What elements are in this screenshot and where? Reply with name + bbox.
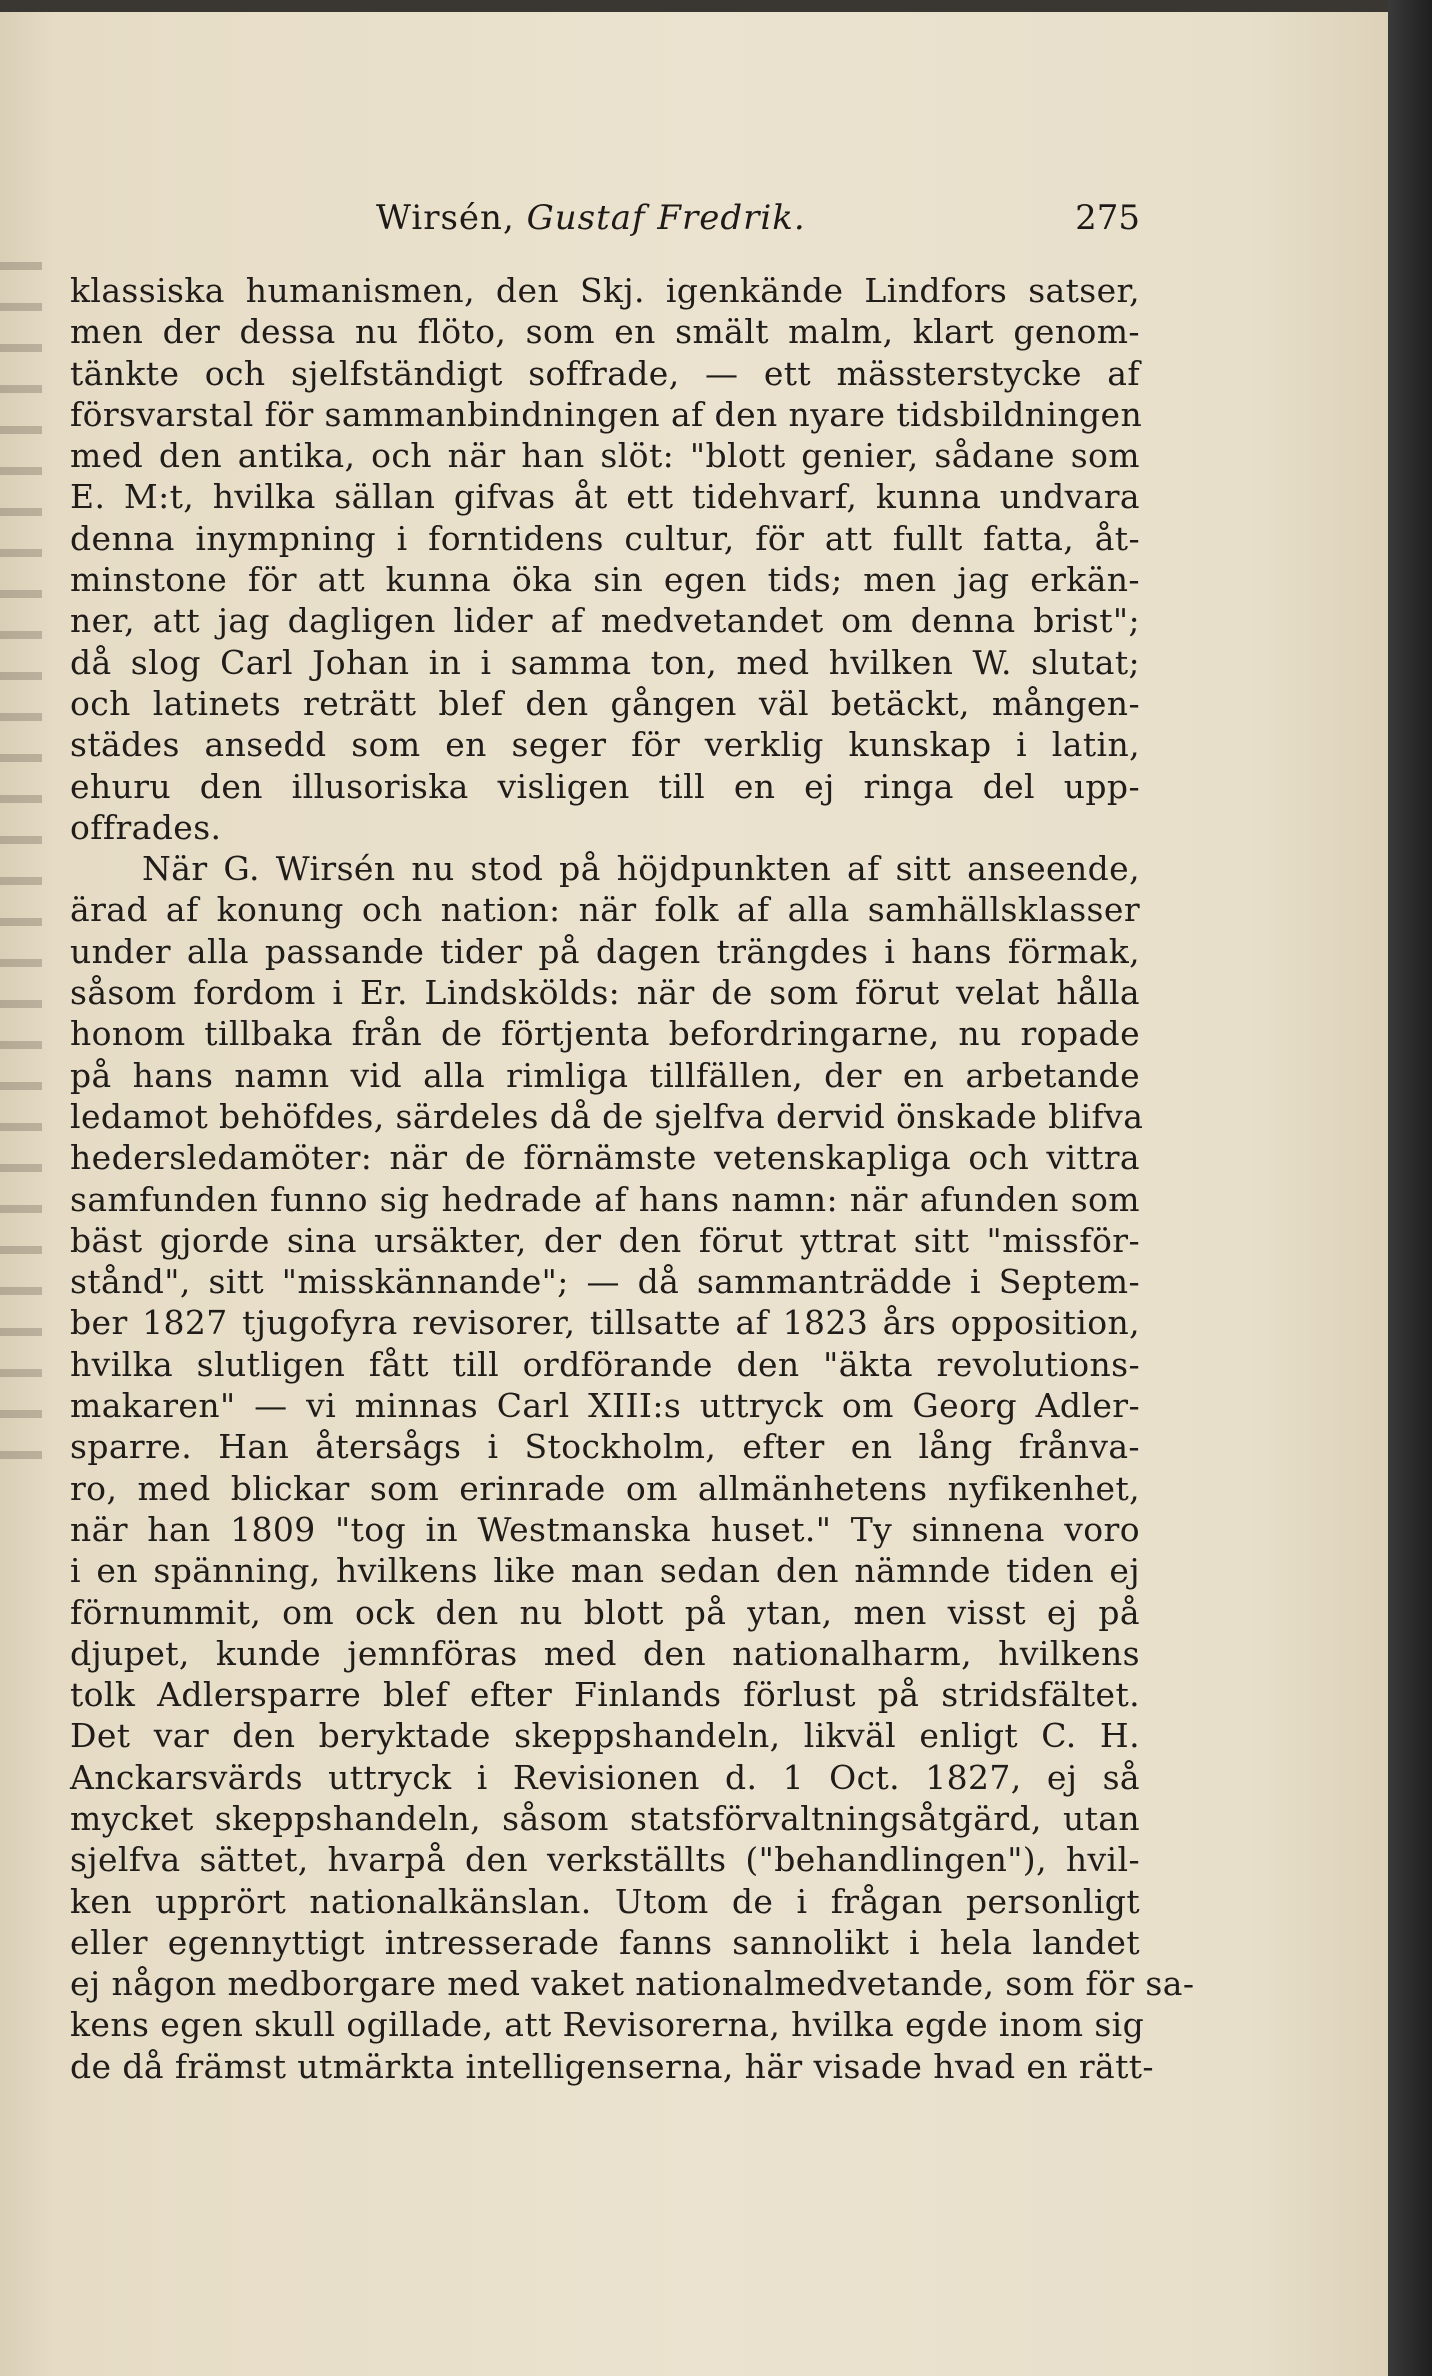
- text-line: städes ansedd som en seger för verklig kunskap i latin,: [70, 725, 1140, 765]
- text-line: offrades.: [70, 807, 222, 847]
- text-line: samfunden funno sig hedrade af hans namn: när afunden som: [70, 1179, 1140, 1219]
- text-line: försvarstal för sammanbindningen af den nyare tidsbildningen: [70, 394, 1143, 434]
- text-line: denna inympning i forntidens cultur, för att fullt fatta, åt-: [70, 518, 1140, 558]
- text-line: ärad af konung och nation: när folk af alla samhällsklasser: [70, 890, 1140, 930]
- text-line: Anckarsvärds uttryck i Revisionen d. 1 Oct. 1827, ej så: [70, 1757, 1140, 1797]
- text-line: men der dessa nu flöto, som en smält malm, klart genom-: [70, 312, 1140, 352]
- paragraph-start-line: När G. Wirsén nu stod på höjdpunkten af sitt anseende,: [142, 849, 1140, 889]
- text-line: kens egen skull ogillade, att Revisorerna, hvilka egde inom sig: [70, 2005, 1145, 2045]
- text-line: Det var den beryktade skeppshandeln, likväl enligt C. H.: [70, 1716, 1140, 1756]
- text-line: ken upprört nationalkänslan. Utom de i frågan personligt: [70, 1881, 1140, 1921]
- bleed-through-margin: [0, 240, 42, 1490]
- text-line: eller egennyttigt intresserade fanns sannolikt i hela landet: [70, 1922, 1140, 1962]
- page-number: 275: [1075, 198, 1140, 238]
- scan-top-edge: [0, 0, 1388, 12]
- header-surname: Wirsén,: [376, 198, 515, 238]
- header-title: [376, 198, 806, 238]
- text-line: de då främst utmärkta intelligenserna, här visade hvad en rätt-: [70, 2046, 1154, 2086]
- text-line: ledamot behöfdes, särdeles då de sjelfva dervid önskade blifva: [70, 1096, 1144, 1136]
- text-line: djupet, kunde jemnföras med den nationalharm, hvilkens: [70, 1633, 1140, 1673]
- text-line: och latinets reträtt blef den gången väl betäckt, mången-: [70, 683, 1140, 723]
- running-header: [70, 198, 1140, 248]
- text-line: stånd", sitt "misskännande"; — då sammanträdde i Septem-: [70, 1262, 1140, 1302]
- text-line: hedersledamöter: när de förnämste vetenskapliga och vittra: [70, 1138, 1140, 1178]
- text-line: ber 1827 tjugofyra revisorer, tillsatte af 1823 års opposition,: [70, 1303, 1140, 1343]
- scan-border-strip: [1388, 0, 1432, 2376]
- text-line: när han 1809 "tog in Westmanska huset." Ty sinnena voro: [70, 1509, 1140, 1549]
- text-line: tolk Adlersparre blef efter Finlands förlust på stridsfältet.: [70, 1675, 1140, 1715]
- text-line: med den antika, och när han slöt: "blott genier, sådane som: [70, 436, 1140, 476]
- text-line: ej någon medborgare med vaket nationalmedvetande, som för sa-: [70, 1964, 1195, 2004]
- text-line: då slog Carl Johan in i samma ton, med hvilken W. slutat;: [70, 642, 1140, 682]
- text-line: bäst gjorde sina ursäkter, der den förut yttrat sitt "missför-: [70, 1220, 1140, 1260]
- text-line: honom tillbaka från de förtjenta befordringarne, nu ropade: [70, 1014, 1140, 1054]
- text-line: såsom fordom i Er. Lindskölds: när de som förut velat hålla: [70, 973, 1140, 1013]
- text-line: ehuru den illusoriska visligen till en ej ringa del upp-: [70, 766, 1140, 806]
- text-line: E. M:t, hvilka sällan gifvas åt ett tidehvarf, kunna undvara: [70, 477, 1140, 517]
- text-line: sparre. Han återsågs i Stockholm, efter en lång frånva-: [70, 1427, 1140, 1467]
- text-line: i en spänning, hvilkens like man sedan den nämnde tiden ej: [70, 1551, 1140, 1591]
- text-line: tänkte och sjelfständigt soffrade, — ett mässterstycke af: [70, 353, 1140, 393]
- text-line: ro, med blickar som erinrade om allmänhetens nyfikenhet,: [70, 1468, 1140, 1508]
- text-line: hvilka slutligen fått till ordförande den "äkta revolutions-: [70, 1344, 1140, 1384]
- text-line: på hans namn vid alla rimliga tillfällen, der en arbetande: [70, 1055, 1140, 1095]
- text-line: minstone för att kunna öka sin egen tids; men jag erkän-: [70, 560, 1140, 600]
- text-line: sjelfva sättet, hvarpå den verkställts ("behandlingen"), hvil-: [70, 1840, 1140, 1880]
- text-line: ner, att jag dagligen lider af medvetandet om denna brist";: [70, 601, 1140, 641]
- text-line: förnummit, om ock den nu blott på ytan, men visst ej på: [70, 1592, 1140, 1632]
- text-line: makaren" — vi minnas Carl XIII:s uttryck om Georg Adler-: [70, 1386, 1140, 1426]
- header-given-names: Gustaf Fredrik.: [526, 198, 806, 238]
- text-line: klassiska humanismen, den Skj. igenkände Lindfors satser,: [70, 271, 1140, 310]
- body-text: [70, 270, 1195, 2087]
- text-line: mycket skeppshandeln, såsom statsförvaltningsåtgärd, utan: [70, 1798, 1140, 1838]
- text-line: under alla passande tider på dagen trängdes i hans förmak,: [70, 931, 1140, 971]
